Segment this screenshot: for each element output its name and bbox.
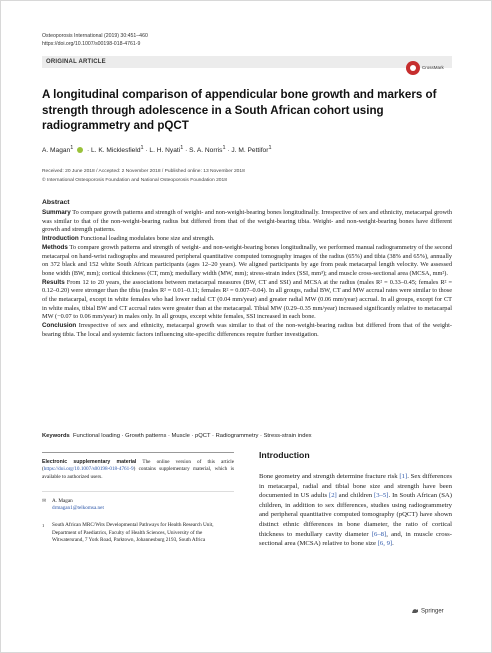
abstract-results bbox=[42, 279, 452, 323]
article-type-bar bbox=[42, 56, 452, 68]
introduction-label: Introduction bbox=[42, 235, 79, 243]
crossmark-icon bbox=[406, 61, 420, 75]
citation-link[interactable]: [2] bbox=[328, 492, 337, 500]
summary-label: Summary bbox=[42, 209, 71, 216]
citation-link[interactable]: [6, 9] bbox=[377, 540, 393, 548]
abstract-methods bbox=[42, 244, 452, 279]
citation-link[interactable]: [3–5] bbox=[374, 492, 389, 500]
intro-text: , and, in muscle cross-sectional area (MCSA) relative to bone size bbox=[259, 530, 453, 548]
esm-text-after: ) contains supplementary material, which is available to authorized users. bbox=[42, 466, 234, 480]
publisher-name: Springer bbox=[421, 608, 444, 615]
footnote-column bbox=[42, 452, 234, 544]
journal-citation: Osteoporosis International (2019) 30:451–460 bbox=[42, 33, 148, 39]
correspondence bbox=[42, 491, 234, 513]
corresponding-author: A. Magan bbox=[52, 497, 73, 504]
journal-doi[interactable]: https://doi.org/10.1007/s00198-018-4761-9 bbox=[42, 41, 141, 47]
intro-text: . In South African (SA) children, in addition to sex differences, studies using radiogrammetry and peripheral quantitative computed tomography (pQCT) have shown distinct ethnic differences in bone diameter, the ratio of cortical thickness to medullary cavity diameter bbox=[259, 492, 452, 538]
envelope-icon: ✉ bbox=[42, 497, 47, 504]
conclusion-text: Irrespective of sex and ethnicity, metacarpal growth was similar to that of the non-weight-bearing radius but differed from that of the weight-bearing tibia. The local and systemic factors influencing site-specific differences require further investigation. bbox=[42, 322, 452, 338]
author-name: · L. K. Micklesfield bbox=[86, 147, 141, 155]
affiliation-mark: 1 bbox=[180, 145, 184, 151]
crossmark-label: CrossMark bbox=[422, 65, 444, 70]
esm-label: Electronic supplementary material bbox=[42, 459, 137, 465]
conclusion-label: Conclusion bbox=[42, 322, 77, 330]
affiliation-mark: 1 bbox=[70, 145, 74, 151]
affiliation-mark: 1 bbox=[222, 145, 226, 151]
article-title: A longitudinal comparison of appendicular bone growth and markers of strength through adolescence in a South African cohort using radiogrammetry and pQCT bbox=[42, 88, 437, 133]
intro-text: Bone geometry and strength determine fracture risk bbox=[259, 473, 400, 480]
introduction-section bbox=[259, 450, 452, 549]
affiliation-mark: 1 bbox=[268, 145, 272, 151]
abstract-heading: Abstract bbox=[42, 199, 70, 206]
journal-header bbox=[42, 32, 148, 48]
copyright-line: © International Osteoporosis Foundation and National Osteoporosis Foundation 2018 bbox=[42, 177, 227, 183]
abstract-conclusion bbox=[42, 322, 452, 339]
affiliation-number: 1 bbox=[42, 523, 45, 529]
introduction-paragraph bbox=[259, 472, 452, 549]
article-type-label: ORIGINAL ARTICLE bbox=[46, 59, 106, 65]
summary-text: To compare growth patterns and strength of weight- and non-weight-bearing bones longitudinally. Irrespective of sex and ethnicity, metacarpal growth was similar to that of the non-weight-bearing radius but differed from that of the weight-bearing tibia. Weight- and non-weight-bearing bones have different growth and strength patterns. bbox=[42, 209, 452, 234]
intro-text: and children bbox=[336, 492, 375, 500]
keywords-list: Functional loading · Growth patterns · Muscle · pQCT · Radiogrammetry · Stress-strain index bbox=[72, 433, 312, 439]
publisher-logo bbox=[411, 608, 444, 615]
methods-label: Methods bbox=[42, 243, 68, 251]
publication-dates bbox=[42, 168, 245, 185]
author-list bbox=[42, 145, 272, 154]
history-line: Received: 20 June 2018 / Accepted: 2 November 2018 / Published online: 13 November 2018 bbox=[42, 169, 245, 174]
keywords bbox=[42, 433, 312, 439]
author-name: A. Magan bbox=[42, 147, 71, 155]
keywords-label: Keywords bbox=[42, 433, 70, 439]
methods-text: To compare growth patterns and strength of weight- and non-weight-bearing bones longitudinally, we performed manual radiogrammetry of the second metacarpal on hand-wrist radiographs and measured peripheral quantitative computed tomography images of the radius (65%) and tibia (38% and 65%), annually on 372 black and 152 white South African participants (ages 12–20 years). We aligned participants by age from peak metacarpal length velocity. We assessed bone width (BW, mm); cortical thickness (CT, mm); medullary width (MW, mm); stress-strain index (SSI, mm³); and muscle cross-sectional area (MCSA, mm²). bbox=[42, 243, 452, 277]
author-name: · J. M. Pettifor bbox=[227, 147, 269, 155]
citation-link[interactable]: [6–8] bbox=[371, 530, 387, 538]
abstract-summary bbox=[42, 209, 452, 235]
affiliation-mark: 1 bbox=[140, 145, 144, 151]
author-name: · S. A. Norris bbox=[185, 147, 223, 155]
affiliation bbox=[42, 522, 234, 544]
results-label: Results bbox=[42, 278, 65, 286]
crossmark-button[interactable] bbox=[406, 59, 456, 81]
orcid-icon[interactable] bbox=[77, 147, 83, 153]
intro-text: . bbox=[392, 540, 394, 548]
author-email[interactable]: drmagan1@telkomsa.net bbox=[52, 505, 104, 512]
affiliation-text: South African MRC/Wits Developmental Pathways for Health Research Unit, Department of Paediatrics, Faculty of Health Sciences, University of the Witwatersrand, 7 York Road, Parktown, Johannesburg 2193, South Africa bbox=[52, 522, 214, 544]
esm-link[interactable]: https://doi.org/10.1007/s00198-018-4761-9 bbox=[43, 466, 134, 473]
author-name: · L. H. Nyati bbox=[145, 147, 181, 155]
abstract-body bbox=[42, 209, 452, 340]
intro-text: . Sex differences in metacarpal, radial and tibial bone size and strength have been documented in US adults bbox=[259, 473, 452, 500]
results-text: From 12 to 20 years, the associations between metacarpal measures (BW, CT and SSI) and MCSA at the radius (males R² = 0.33–0.45; females R² = 0.12–0.20) were stronger than the tibia (males R² = 0.01–0.11; females R² = 0.007–0.04). In all groups, radial BW, CT and MW accrual rates were similar to those of the metacarpal, except in white females who had lower radial CT (0.04 mm/year) and greater radial MW (0.06 mm/year) accrual. In all groups, except for CT in white males, tibial BW and CT accrual rates were greater than at the metacarpal. Tibial MW (0.29–0.35 mm/year) increased significantly relative to metacarpal MW (−0.07 to 0.06 mm/year) in males only. In all groups, except white females, SSI increased in each bone. bbox=[42, 278, 452, 321]
introduction-heading: Introduction bbox=[259, 450, 310, 460]
esm-text: The online version of this article ( bbox=[42, 459, 235, 473]
supplementary-note bbox=[42, 459, 234, 481]
citation-link[interactable]: [1] bbox=[399, 473, 408, 480]
springer-horse-icon bbox=[411, 608, 419, 614]
introduction-text: Functional loading modulates bone size and strength. bbox=[80, 235, 215, 243]
abstract-introduction bbox=[42, 235, 452, 244]
